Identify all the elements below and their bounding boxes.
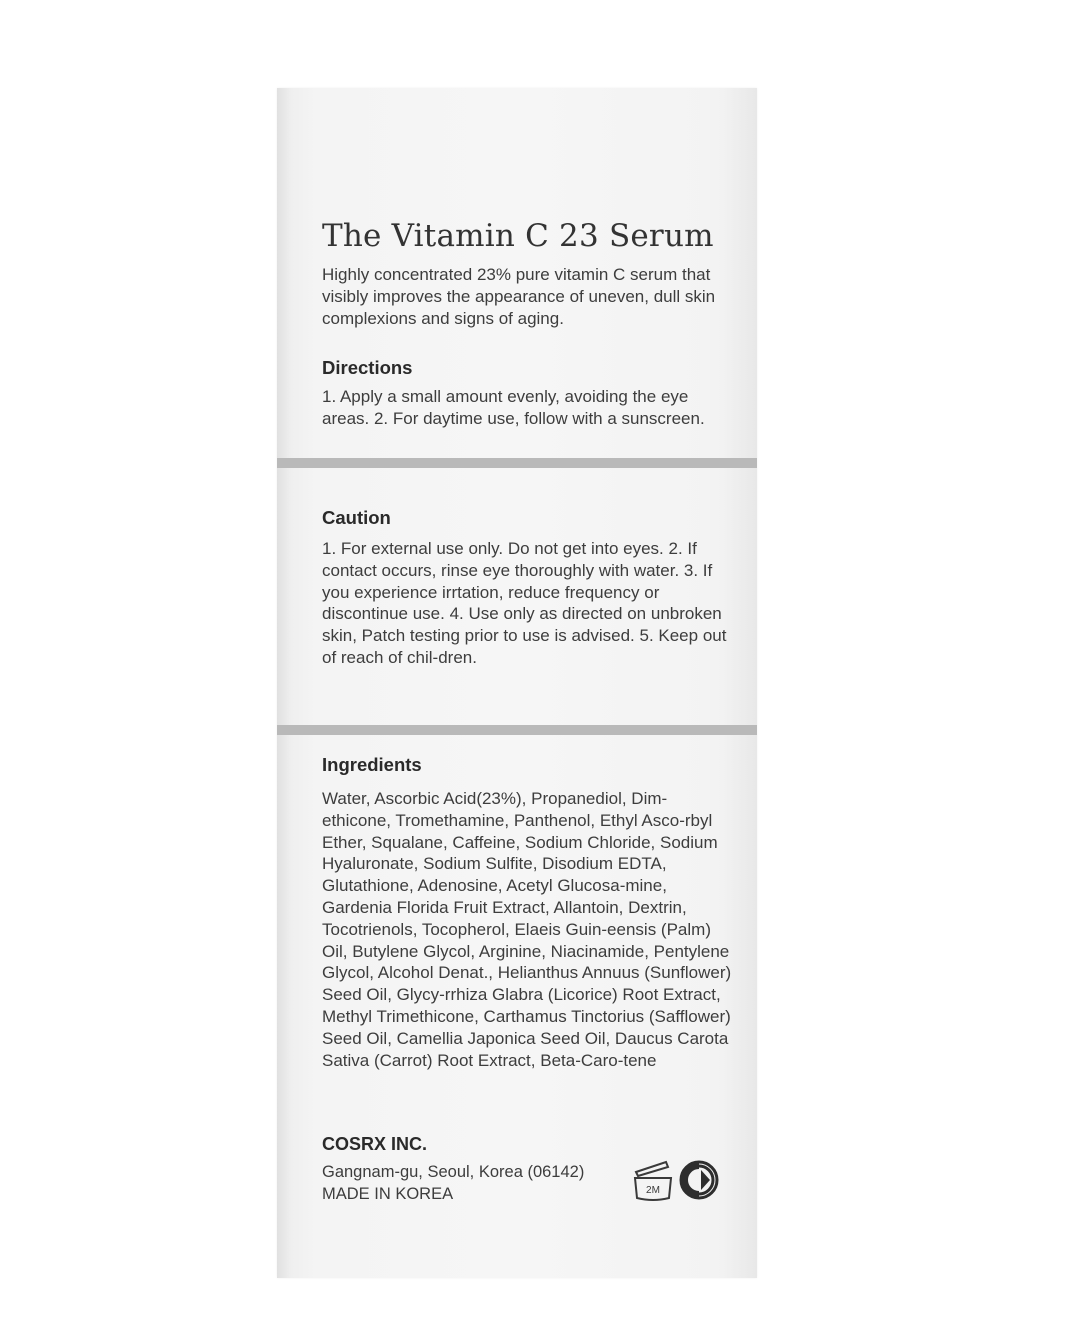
product-intro: Highly concentrated 23% pure vitamin C serum that visibly improves the appearance of uneven, dull skin complexions and signs of aging. <box>322 265 716 328</box>
caution-text: 1. For external use only. Do not get into eyes. 2. If contact occurs, rinse eye thoroughly with water. 3. If you experience irrtation, reduce frequency or discontinue use. 4. Use only as directed on unbroken skin, Patch testing prior to use is advised. 5. Keep out of reach of chil-dren. <box>322 539 727 667</box>
product-title: The Vitamin C 23 Serum <box>322 218 714 254</box>
directions-text: 1. Apply a small amount evenly, avoiding the eye areas. 2. For daytime use, follow with a sunscreen. <box>322 387 705 428</box>
divider-line <box>277 458 757 468</box>
made-in-label: MADE IN KOREA <box>322 1185 454 1203</box>
ingredients-heading: Ingredients <box>322 754 422 775</box>
divider-line <box>277 725 757 735</box>
product-box-back-panel <box>277 88 757 1278</box>
box-fold-shadow <box>277 88 291 1278</box>
company-name: COSRX INC. <box>322 1134 428 1154</box>
ingredients-text: Water, Ascorbic Acid(23%), Propanediol, Dim-ethicone, Tromethamine, Panthenol, Ethyl Asco-rbyl Ether, Squalane, Caffeine, Sodium Chloride, Sodium Hyaluronate, Sodium Sulfite, Disodium EDTA, Glutathione, Adenosine, Acetyl Glucosa-mine, Gardenia Florida Fruit Extract, Allantoin, Dextrin, Tocotrienols, Tocopherol, Elaeis Guin-eensis (Palm) Oil, Butylene Glycol, Arginine, Niacinamide, Pentylene Glycol, Alcohol Denat., Helianthus Annuus (Sunflower) Seed Oil, Glycy-rrhiza Glabra (Licorice) Root Extract, Methyl Trimethicone, Carthamus Tinctorius (Safflower) Seed Oil, Camellia Japonica Seed Oil, Daucus Carota Sativa (Carrot) Root Extract, Beta-Caro-tene <box>322 789 732 1070</box>
caution-heading: Caution <box>322 507 391 528</box>
directions-heading: Directions <box>322 357 413 378</box>
period-after-opening-icon <box>632 1158 674 1202</box>
pao-label: 2M <box>646 1185 660 1196</box>
company-address: Gangnam-gu, Seoul, Korea (06142) <box>322 1163 585 1181</box>
green-dot-recycle-icon <box>679 1160 719 1200</box>
